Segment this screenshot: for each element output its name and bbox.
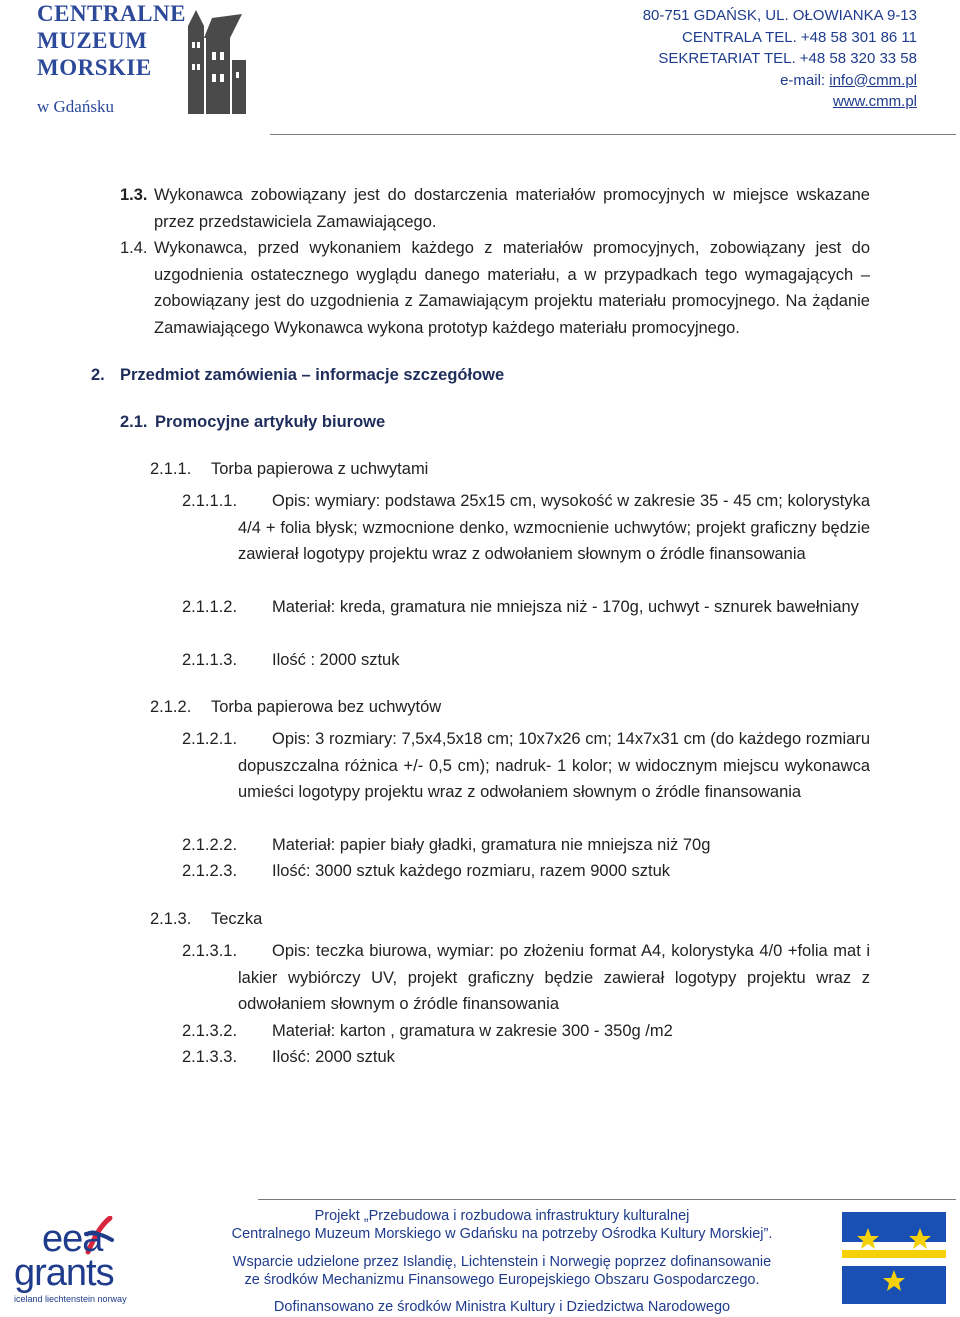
eea-logo-word-1: eea [42,1218,103,1260]
flag-icon [842,1212,946,1304]
phone-secretariat: SEKRETARIAT TEL. +48 58 320 33 58 [658,50,917,67]
crane-tower-icon [182,8,250,118]
item-2-1-3-1-text: Opis: teczka biurowa, wymiar: po złożeniu format A4, kolorystyka 4/0 +folia mat i lakier wybiórczy UV, projekt graficzny będzie zawierał logotypy projektu wraz z odwołaniem słownym o źródle finansowania [238,942,870,1013]
footer-support-line-1: Wsparcie udzielone przez Islandię, Lichtenstein i Norwegię poprzez dofinansowanie [232,1254,772,1270]
footer-support [172,1253,832,1289]
logo-subtitle: w Gdańsku [37,97,114,116]
item-2-1-3-2-number: 2.1.3.2. [182,1022,238,1040]
section-2-1-2-title: Torba papierowa bez uchwytów [211,698,442,716]
logo-line-2: MUZEUM [37,28,148,53]
item-2-1-3-3-number: 2.1.3.3. [182,1048,238,1066]
footer-project-line-1: Projekt „Przebudowa i rozbudowa infrastruktury kulturalnej [314,1208,690,1224]
eea-grants-logo [12,1216,132,1306]
section-2-1-3-title: Teczka [211,910,263,928]
section-2-1-1-number: 2.1.1. [150,460,192,478]
item-2-1-2-3-text: Ilość: 3000 sztuk każdego rozmiaru, razem 9000 sztuk [272,862,671,880]
item-2-1-1-2-number: 2.1.1.2. [182,598,238,616]
item-2-1-1-2-text: Materiał: kreda, gramatura nie mniejsza niż - 170g, uchwyt - sznurek bawełniany [272,598,859,616]
item-2-1-2-1-text: Opis: 3 rozmiary: 7,5x4,5x18 cm; 10x7x26 cm; 14x7x31 cm (do każdego rozmiaru dopuszczalna różnica +/- 0,5 cm); nadruk- 1 kolor; w widocznym miejscu wykonawca umieści logotypy projektu wraz z odwołaniem słownym o źródle finansowania [238,730,870,801]
footer-cofinancing: Dofinansowano ze środków Ministra Kultury i Dziedzictwa Narodowego [273,1299,731,1315]
footer-project [172,1207,832,1243]
logo-line-1: CENTRALNE [37,1,186,26]
phone-central: CENTRALA TEL. +48 58 301 86 11 [681,28,917,46]
email-label: e-mail: [780,71,830,89]
section-2-1-title: Promocyjne artykuły biurowe [155,413,386,431]
item-2-1-1-1-number: 2.1.1.1. [182,492,238,510]
address: 80-751 GDAŃSK, UL. OŁOWIANKA 9-13 [642,7,917,24]
section-2-1-number: 2.1. [120,413,148,431]
contact-info [643,5,917,113]
website-link[interactable]: www.cmm.pl [832,93,917,110]
item-2-1-2-3-number: 2.1.2.3. [182,862,238,880]
section-1-3-number: 1.3. [120,186,148,204]
section-2-1-1-title: Torba papierowa z uchwytami [211,460,429,478]
section-2-1-2-number: 2.1.2. [150,698,192,716]
footer-support-line-2: ze środków Mechanizmu Finansowego Europejskiego Obszaru Gospodarczego. [244,1272,760,1288]
item-2-1-2-2-number: 2.1.2.2. [182,836,238,854]
header-divider [270,134,956,135]
item-2-1-1-1-text: Opis: wymiary: podstawa 25x15 cm, wysokość w zakresie 35 - 45 cm; kolorystyka 4/4 + folia błysk; wzmocnione denko, wzmocnienie uchwytów; projekt graficzny będzie zawierał logotypy projektu wraz z odwołaniem słownym o źródle finansowania [238,492,870,563]
section-1-4-number: 1.4. [120,239,148,257]
item-2-1-3-2-text: Materiał: karton , gramatura w zakresie 300 - 350g /m2 [272,1022,673,1040]
eea-logo-word-2: grants [14,1252,114,1294]
footer-divider [258,1199,956,1200]
eea-logo-subtitle: iceland liechtenstein norway [14,1294,127,1304]
email-row [643,70,917,92]
footer-project-line-2: Centralnego Muzeum Morskiego w Gdańsku na potrzeby Ośrodka Kultury Morskiej”. [231,1226,773,1242]
logo-line-3: MORSKIE [37,55,152,80]
item-2-1-1-3-text: Ilość : 2000 sztuk [272,651,400,669]
item-2-1-1-3-number: 2.1.1.3. [182,651,238,669]
section-2-number: 2. [91,366,105,384]
section-1-4-text: Wykonawca, przed wykonaniem każdego z materiałów promocyjnych, zobowiązany jest do uzgodnienia ostatecznego wyglądu danego materiału, a w przypadkach tego wymagających – zobowiązany jest do uzgodnienia z Zamawiającym projektu materiału promocyjnego. Na żądanie Zamawiającego Wykonawca wykona prototyp każdego materiału promocyjnego. [154,239,870,337]
item-2-1-3-1-number: 2.1.3.1. [182,942,238,960]
section-2-1-3-number: 2.1.3. [150,910,192,928]
section-1-3-text: Wykonawca zobowiązany jest do dostarczenia materiałów promocyjnych w miejsce wskazane przez przedstawiciela Zamawiającego. [154,186,870,231]
section-2-title: Przedmiot zamówienia – informacje szczegółowe [120,366,505,384]
item-2-1-2-1-number: 2.1.2.1. [182,730,238,748]
item-2-1-3-3-text: Ilość: 2000 sztuk [272,1048,395,1066]
item-2-1-2-2-text: Materiał: papier biały gładki, gramatura nie mniejsza niż 70g [272,836,711,854]
email-link[interactable]: info@cmm.pl [829,71,917,89]
